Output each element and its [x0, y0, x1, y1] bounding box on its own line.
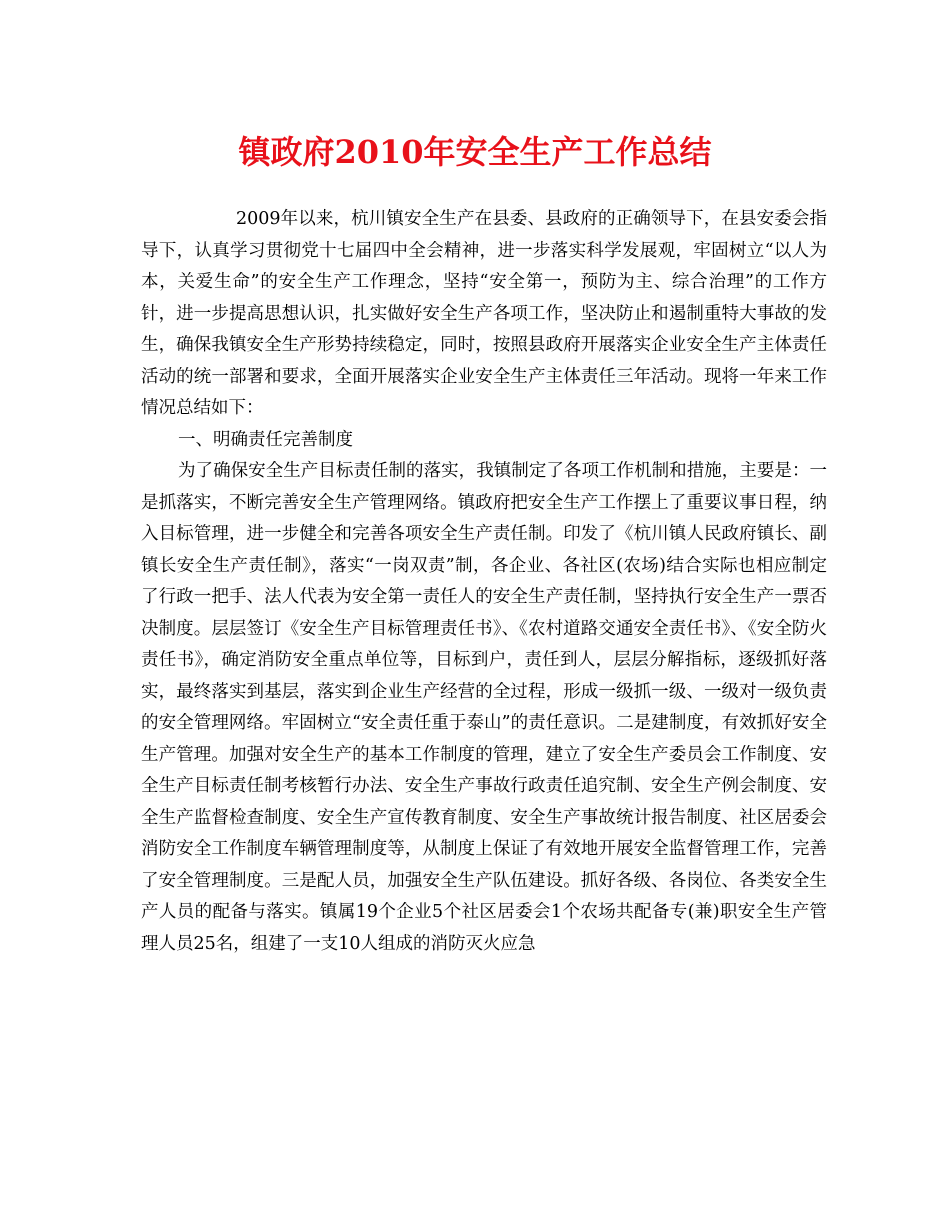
section-heading: 一、明确责任完善制度 [178, 429, 353, 450]
document-title: 镇政府2010年安全生产工作总结 [238, 133, 712, 171]
document-body [141, 204, 827, 960]
body-paragraph: 为了确保安全生产目标责任制的落实，我镇制定了各项工作机制和措施，主要是：一是抓落实，不断完善安全生产管理网络。镇政府把安全生产工作摆上了重要议事日程，纳入目标管理，进一步健全和完善各项安全生产责任制。印发了《杭川镇人民政府镇长、副镇长安全生产责任制》，落实“一岗双责”制，各企业、各社区(农场)结合实际也相应制定了行政一把手、法人代表为安全第一责任人的安全生产责任制，坚持执行安全生产一票否决制度。层层签订《安全生产目标管理责任书》、《农村道路交通安全责任书》、《安全防火责任书》，确定消防安全重点单位等，目标到户，责任到人，层层分解指标，逐级抓好落实，最终落实到基层，落实到企业生产经营的全过程，形成一级抓一级、一级对一级负责的安全管理网络。牢固树立“安全责任重于泰山”的责任意识。二是建制度，有效抓好安全生产管理。加强对安全生产的基本工作制度的管理，建立了安全生产委员会工作制度、安全生产目标责任制考核暂行办法、安全生产事故行政责任追究制、安全生产例会制度、安全生产监督检查制度、安全生产宣传教育制度、安全生产事故统计报告制度、社区居委会消防安全工作制度车辆管理制度等，从制度上保证了有效地开展安全监督管理工作，完善了安全管理制度。三是配人员，加强安全生产队伍建设。抓好各级、各岗位、各类安全生产人员的配备与落实。镇属19个企业5个社区居委会1个农场共配备专(兼)职安全生产管理人员25名，组建了一支10人组成的消防灭火应急 [141, 461, 827, 954]
intro-paragraph: 2009年以来，杭川镇安全生产在县委、县政府的正确领导下，在县安委会指导下，认真学习贯彻党十七届四中全会精神，进一步落实科学发展观，牢固树立“以人为本，关爱生命”的安全生产工作理念，坚持“安全第一，预防为主、综合治理”的工作方针，进一步提高思想认识，扎实做好安全生产各项工作，坚决防止和遏制重特大事故的发生，确保我镇安全生产形势持续稳定，同时，按照县政府开展落实企业安全生产主体责任活动的统一部署和要求，全面开展落实企业安全生产主体责任三年活动。现将一年来工作情况总结如下： [141, 209, 827, 418]
